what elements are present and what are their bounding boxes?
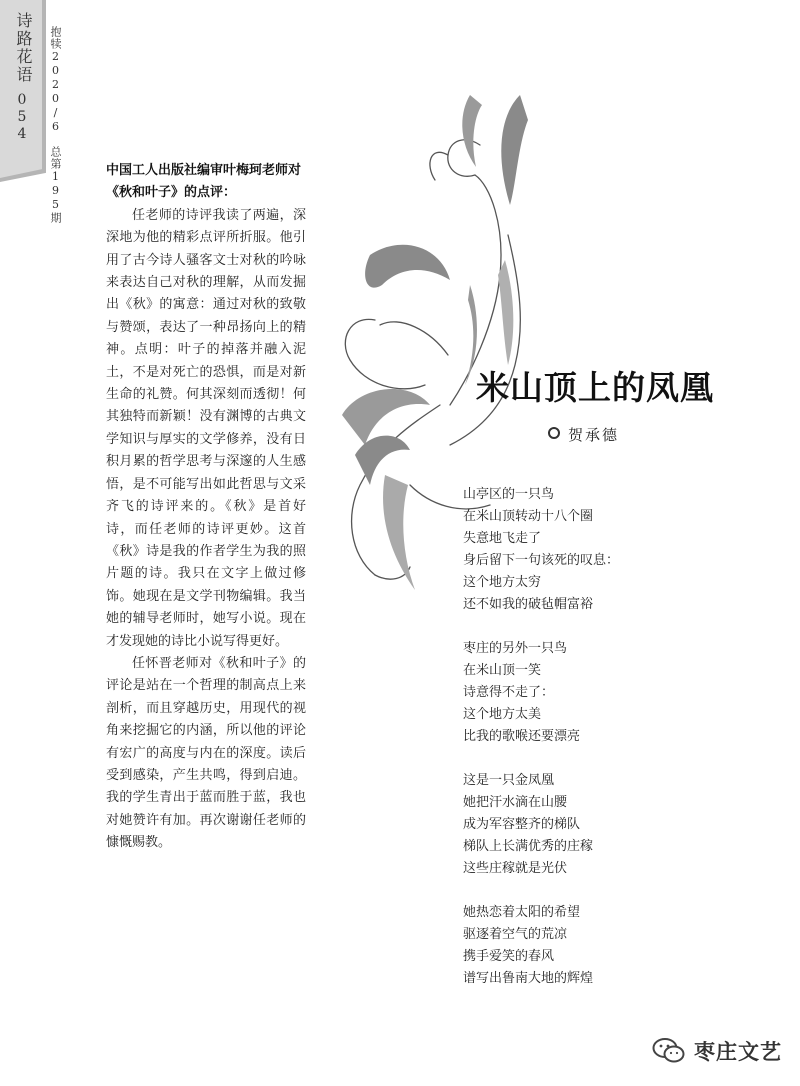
poem-author	[548, 424, 619, 445]
comment-heading: 中国工人出版社编审叶梅珂老师对《秋和叶子》的点评：	[106, 163, 302, 201]
poem-body	[463, 484, 713, 1012]
poem-line: 这是一只金凤凰	[463, 773, 555, 788]
poem-line: 携手爱笑的春风	[463, 949, 555, 964]
poem-line: 驱逐着空气的荒凉	[463, 927, 568, 942]
poem-line: 谱写出鲁南大地的辉煌	[463, 971, 594, 986]
comment-paragraph: 任老师的诗评我读了两遍，深深地为他的精彩点评所折服。他引用了古今诗人骚客文士对秋的吟咏来表达自己对秋的理解，从而发掘出《秋》的寓意：通过对秋的致敬与赞颂，表达了一种昂扬向上的精神。点明：叶子的掉落并融入泥土，不是对死亡的恐惧，而是对新生命的礼赞。何其深刻而透彻！何其独特而新颖！没有渊博的古典文学知识与厚实的文学修养，没有日积月累的哲学思考与深邃的人生感悟，是不可能写出如此哲思与文采齐飞的诗评来的。《秋》是首好诗，而任老师的诗评更妙。这首《秋》诗是我的作者学生为我的照片题的诗。我只在文字上做过修饰。她现在是文学刊物编辑。我当她的辅导老师时，她写小说。现在才发现她的诗比小说写得更好。	[106, 207, 306, 649]
poem-line: 身后留下一句该死的叹息：	[463, 553, 620, 568]
poem-line: 成为军容整齐的梯队	[463, 817, 581, 832]
bullet-circle-icon	[548, 427, 560, 439]
page-number: 054	[14, 92, 30, 143]
poem-line: 比我的歌喉还要漂亮	[463, 729, 581, 744]
poem-line: 梯队上长满优秀的庄稼	[463, 839, 594, 854]
issue-info	[47, 26, 63, 224]
section-name: 诗路花语	[14, 12, 33, 84]
poem-line: 枣庄的另外一只鸟	[463, 641, 568, 656]
poem-stanza	[463, 484, 713, 616]
total-issue: 总第195期	[49, 146, 62, 224]
poem-line: 这个地方太美	[463, 707, 542, 722]
poem-line: 她把汗水滴在山腰	[463, 795, 568, 810]
magazine-issue: 抱犊2020/6	[49, 26, 62, 134]
poem-line: 这些庄稼就是光伏	[463, 861, 568, 876]
poem-stanza	[463, 770, 713, 880]
poem-stanza	[463, 638, 713, 748]
comment-column	[106, 160, 306, 855]
poem-line: 这个地方太穷	[463, 575, 542, 590]
poem-line: 在米山顶一笑	[463, 663, 542, 678]
poem-stanza	[463, 902, 713, 990]
author-name: 贺承德	[568, 426, 620, 444]
poem-line: 诗意得不走了：	[463, 685, 555, 700]
wechat-icon	[652, 1037, 686, 1065]
watermark	[652, 1036, 782, 1066]
poem-line: 山亭区的一只鸟	[463, 487, 555, 502]
poem-line: 失意地飞走了	[463, 531, 542, 546]
comment-paragraph: 任怀晋老师对《秋和叶子》的评论是站在一个哲理的制高点上来剖析，而且穿越历史，用现代的视角来挖掘它的内涵，所以他的评论有宏广的高度与内在的深度。读后受到感染，产生共鸣，得到启迪。我的学生青出于蓝而胜于蓝，我也对她赞许有加。再次谢谢任老师的慷慨赐教。	[106, 655, 306, 851]
poem-line: 她热恋着太阳的希望	[463, 905, 581, 920]
poem-line: 在米山顶转动十八个圈	[463, 509, 594, 524]
poem-line: 还不如我的破毡帽富裕	[463, 597, 594, 612]
poem-title: 米山顶上的凤凰	[476, 368, 714, 407]
watermark-text: 枣庄文艺	[694, 1040, 782, 1064]
